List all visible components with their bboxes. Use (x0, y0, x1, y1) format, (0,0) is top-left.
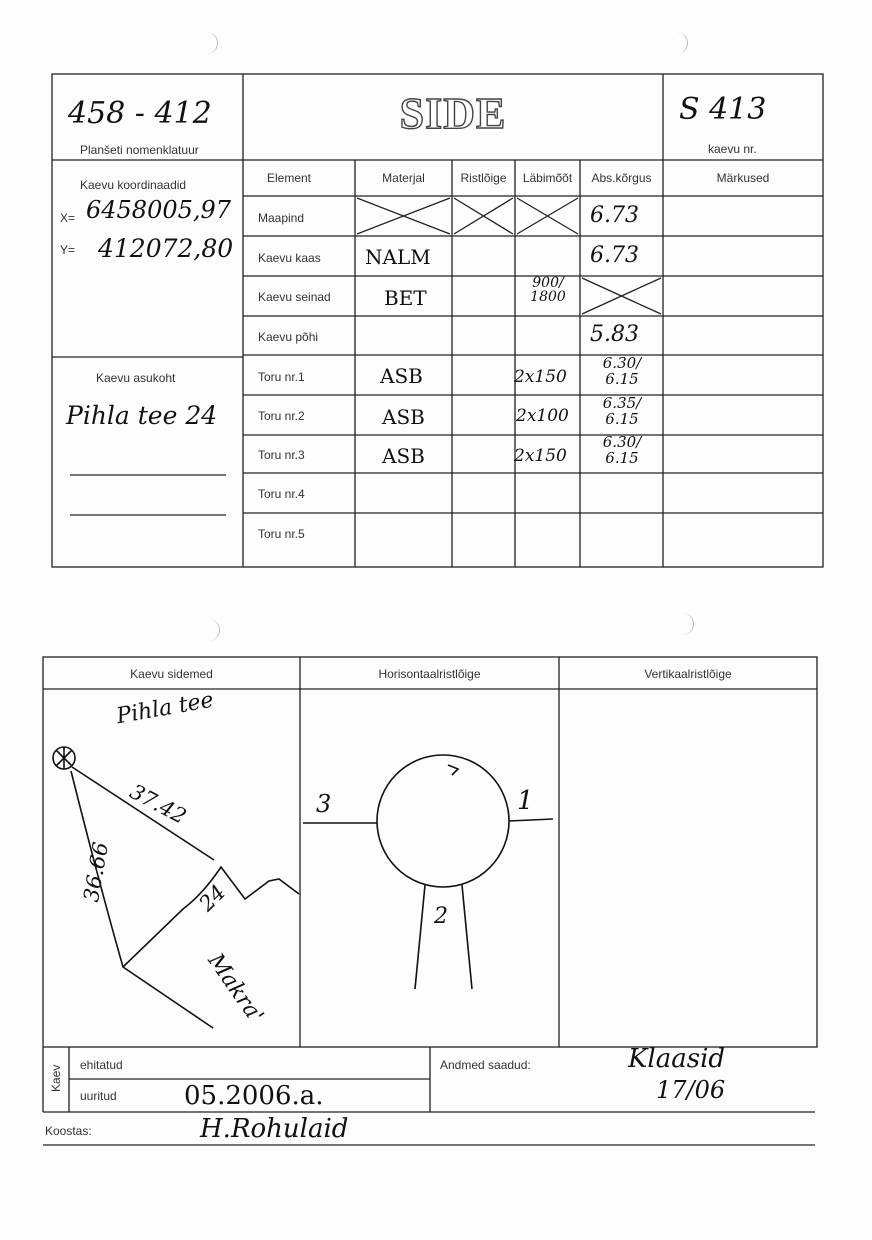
x-coordinate: 6458005,97 (86, 196, 232, 224)
cell-material: BET (384, 286, 427, 310)
data-received-date: 17/06 (656, 1076, 726, 1104)
cell-height: 5.83 (590, 322, 639, 347)
compiled-label: Koostas: (45, 1124, 92, 1138)
row-element-label: Kaevu seinad (258, 290, 331, 304)
header-diameter: Läbimõõt (522, 171, 573, 185)
x-prefix: X= (60, 211, 76, 225)
sheet-number: 458 - 412 (68, 96, 212, 131)
connections-label: Kaevu sidemed (130, 667, 213, 681)
sketch-neighbor-label: Makra' (202, 949, 269, 1028)
header-element: Element (266, 171, 312, 185)
network-title: SIDE (399, 89, 507, 138)
built-label: ehitatud (80, 1058, 123, 1072)
cell-diameter: 2x150 (514, 446, 567, 466)
vertical-section-label: Vertikaalristlõige (644, 667, 732, 681)
header-height: Abs.kõrgus (591, 171, 652, 185)
surveyed-value: 05.2006.a. (184, 1081, 324, 1111)
cell-diameter: 900/ 1800 (530, 275, 566, 305)
horizontal-section-sketch (300, 689, 559, 1047)
side-label: Kaev (49, 1064, 63, 1092)
header-material: Materjal (382, 171, 425, 185)
sketch-street-label: Pihla tee (114, 687, 216, 730)
row-element-label: Maapind (258, 211, 305, 225)
compiled-value: H.Rohulaid (200, 1114, 349, 1144)
header-section: Ristlõige (460, 171, 507, 185)
row-element-label: Toru nr.4 (258, 487, 305, 501)
row-element-label: Toru nr.2 (258, 409, 305, 423)
y-coordinate: 412072,80 (98, 234, 234, 263)
cell-diameter: 2x100 (516, 406, 569, 426)
cell-height: 6.35/ 6.15 (602, 394, 642, 428)
row-element-label: Toru nr.1 (258, 370, 305, 384)
connections-sketch (43, 689, 300, 1047)
sketch-house-number: 24 (194, 880, 231, 916)
punch-hole-mark (679, 613, 694, 635)
cell-diameter: 2x150 (514, 367, 567, 387)
location-label: Kaevu asukoht (96, 371, 176, 385)
well-circle (377, 755, 509, 887)
sketch-distance-b: 36.66 (79, 840, 114, 904)
coords-label: Kaevu koordinaadid (80, 178, 187, 192)
punch-hole-mark (203, 32, 218, 54)
cell-height: 6.30/ 6.15 (602, 354, 642, 388)
location-value: Pihla tee 24 (66, 401, 218, 430)
cell-material: ASB (382, 405, 425, 429)
well-number-label: kaevu nr. (708, 142, 757, 156)
pipe-3-label: 3 (316, 790, 332, 818)
horizontal-section-label: Horisontaalristlõige (378, 667, 481, 681)
data-received-value: Klaasid (628, 1044, 726, 1074)
pipe-1-label: 1 (517, 786, 534, 816)
cell-height: 6.30/ 6.15 (602, 433, 642, 467)
row-element-label: Toru nr.3 (258, 448, 305, 462)
well-number: S 413 (679, 92, 767, 127)
cell-material: ASB (380, 364, 423, 388)
sheet-label: Planšeti nomenklatuur (80, 143, 199, 157)
header-notes: Märkused (716, 171, 770, 185)
cell-material: NALM (365, 245, 431, 269)
cell-material: ASB (382, 444, 425, 468)
row-element-label: Toru nr.5 (258, 527, 305, 541)
row-element-label: Kaevu põhi (258, 330, 319, 344)
row-element-label: Kaevu kaas (258, 251, 321, 265)
punch-hole-mark (205, 619, 220, 641)
surveyed-label: uuritud (80, 1089, 117, 1103)
cell-height: 6.73 (590, 243, 639, 268)
sketch-distance-a: 37.42 (125, 779, 191, 829)
data-received-label: Andmed saadud: (440, 1058, 531, 1072)
cell-height: 6.73 (590, 203, 639, 228)
y-prefix: Y= (60, 243, 76, 257)
pipe-2-label: 2 (434, 904, 448, 929)
punch-hole-mark (673, 32, 688, 54)
